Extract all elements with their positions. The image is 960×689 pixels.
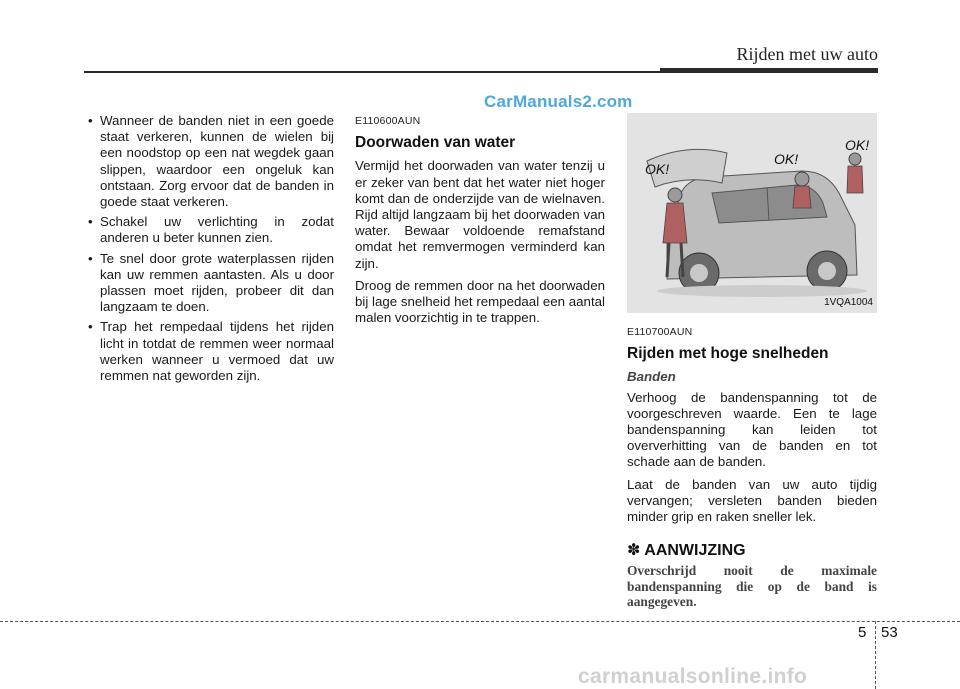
column-3 (627, 113, 877, 610)
paragraph: Verhoog de bandenspanning tot de voorgeschreven waarde. Een te lage bandenspanning kan leiden tot oververhitting van de banden en tot schade aan de banden. (627, 389, 877, 470)
bullet-list (84, 113, 334, 384)
list-item: • Schakel uw verlichting in zodat anderen u beter kunnen zien. (84, 214, 334, 246)
list-item: • Te snel door grote waterplassen rijden kan uw remmen aantasten. Als u door plassen moet rijden, probeer dit dan langzaam te doen. (84, 251, 334, 316)
chapter-number: 5 (858, 624, 867, 641)
ok-label: OK! (845, 137, 870, 153)
page-number: 53 (881, 624, 898, 641)
subheading: Banden (627, 369, 676, 385)
list-item: • Wanneer de banden niet in een goede staat verkeren, kunnen de wielen bij een noodstop op een nat wegdek gaan slippen, waardoor een ongeluk kan ontstaan. Zorg ervoor dat de banden in goede staat verkeren. (84, 113, 334, 210)
note-text: Overschrijd nooit de maximale bandenspanning die op de band is aangegeven. (627, 563, 877, 610)
note-symbol-icon: ✽ (627, 542, 641, 560)
ok-label: OK! (774, 151, 799, 167)
section-code: E110700AUN (627, 326, 693, 338)
section-code: E110600AUN (355, 115, 421, 127)
note-heading (627, 543, 877, 559)
note-title: AANWIJZING (644, 542, 746, 560)
watermark-bottom: carmanualsonline.info (578, 665, 808, 688)
list-item: • Trap het rempedaal tijdens het rijden licht in totdat de remmen weer normaal werken wanneer u vermoed dat uw remmen nat geworden zijn. (84, 319, 334, 384)
column-1 (84, 113, 334, 388)
figure-code: 1VQA1004 (824, 296, 873, 308)
section-heading: Doorwaden van water (355, 134, 516, 152)
paragraph: Laat de banden van uw auto tijdig vervangen; versleten banden bieden minder grip en raken sneller lek. (627, 476, 877, 525)
section-title: Rijden met uw auto (736, 44, 878, 64)
paragraph: Vermijd het doorwaden van water tenzij u er zeker van bent dat het water niet hoger komt dan de onderzijde van de wielnaven. Rijd altijd langzaam bij het doorwaden van water. Bewaar voldoende remafstand omdat het remvermogen verminderd kan zijn. (355, 158, 605, 271)
page-separator (875, 621, 876, 689)
car-inspection-illustration (627, 113, 877, 313)
header-rule-accent (660, 68, 878, 73)
paragraph: Droog de remmen door na het doorwaden bij lage snelheid het rempedaal een aantal malen voorzichtig in te trappen. (355, 277, 605, 326)
footer-rule (0, 621, 960, 622)
ok-label: OK! (645, 161, 670, 177)
watermark-top: CarManuals2.com (484, 92, 633, 111)
section-heading: Rijden met hoge snelheden (627, 345, 829, 363)
column-2 (355, 113, 605, 332)
car-illustration-icon (627, 113, 877, 313)
